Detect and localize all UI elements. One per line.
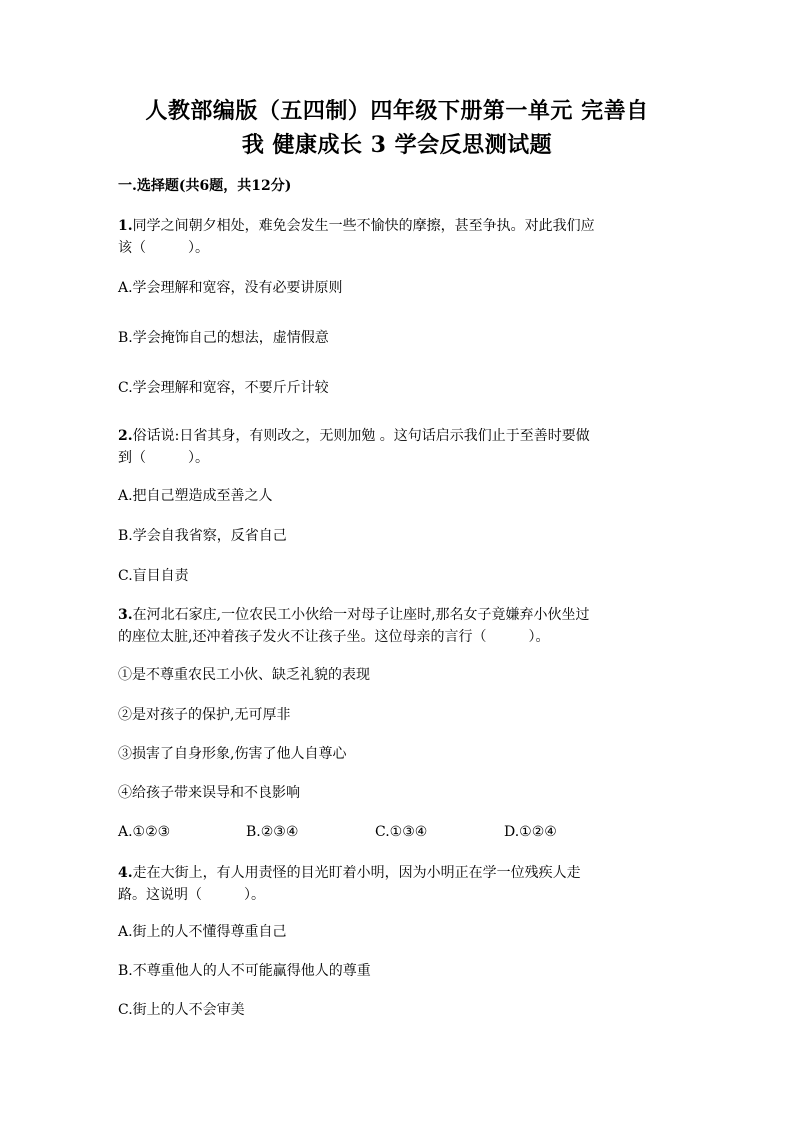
question-3-line-1 [118, 604, 678, 626]
question-1-option-c: C.学会理解和宽容，不要斤斤计较 [118, 380, 329, 396]
question-3-option-b: B.②③④ [246, 824, 299, 840]
question-3-options-row [118, 822, 678, 842]
question-2-option-a: A.把自己塑造成至善之人 [118, 488, 273, 504]
question-4-number: 4. [118, 865, 133, 881]
question-4-text-2: 路。这说明（ ）。 [118, 887, 265, 903]
question-3-option-d: D.①②④ [504, 824, 557, 840]
question-3-statement-4: ④给孩子带来误导和不良影响 [118, 785, 300, 801]
question-3-option-c: C.①③④ [375, 824, 428, 840]
question-2-stem [118, 425, 678, 469]
question-1-option-a: A.学会理解和宽容，没有必要讲原则 [118, 280, 343, 296]
question-1-text-2: 该（ ）。 [118, 240, 209, 256]
question-1-stem [118, 215, 678, 259]
question-3-text-2: 的座位太脏,还冲着孩子发火不让孩子坐。这位母亲的言行（ ）。 [118, 629, 550, 645]
question-2-line-1 [118, 425, 678, 447]
section-heading: 一.选择题(共6题，共12分) [118, 178, 292, 194]
question-3-statement-2: ②是对孩子的保护,无可厚非 [118, 707, 291, 723]
question-2-text-1: 俗话说:日省其身，有则改之，无则加勉 。这句话启示我们止于至善时要做 [132, 428, 590, 444]
question-3-text-1: 在河北石家庄,一位农民工小伙给一对母子让座时,那名女子竟嫌弃小伙坐过 [132, 607, 590, 623]
document-title-line-2: 我 健康成长 3 学会反思测试题 [241, 132, 553, 158]
question-4-stem [118, 862, 678, 906]
question-4-option-c: C.街上的人不会审美 [118, 1002, 245, 1018]
question-1-number: 1. [118, 218, 133, 234]
question-4-line-1 [118, 862, 678, 884]
question-3-stem [118, 604, 678, 648]
question-2-option-c: C.盲目自责 [118, 568, 189, 584]
question-3-statement-1: ①是不尊重农民工小伙、缺乏礼貌的表现 [118, 667, 370, 683]
question-3-statement-3: ③损害了自身形象,伤害了他人自尊心 [118, 746, 347, 762]
question-4-option-a: A.街上的人不懂得尊重自己 [118, 924, 287, 940]
question-3-number: 3. [118, 607, 133, 623]
question-3-option-a: A.①②③ [118, 824, 171, 840]
question-2-number: 2. [118, 428, 133, 444]
question-4-text-1: 走在大街上，有人用责怪的目光盯着小明，因为小明正在学一位残疾人走 [132, 865, 581, 881]
question-1-text-1: 同学之间朝夕相处，难免会发生一些不愉快的摩擦，甚至争执。对此我们应 [132, 218, 595, 234]
question-2-option-b: B.学会自我省察，反省自己 [118, 528, 287, 544]
question-1-line-1 [118, 215, 678, 237]
document-title-line-1: 人教部编版（五四制）四年级下册第一单元 完善自 [145, 98, 649, 124]
question-2-text-2: 到（ ）。 [118, 450, 209, 466]
question-4-option-b: B.不尊重他人的人不可能赢得他人的尊重 [118, 963, 371, 979]
question-1-option-b: B.学会掩饰自己的想法，虚情假意 [118, 330, 329, 346]
